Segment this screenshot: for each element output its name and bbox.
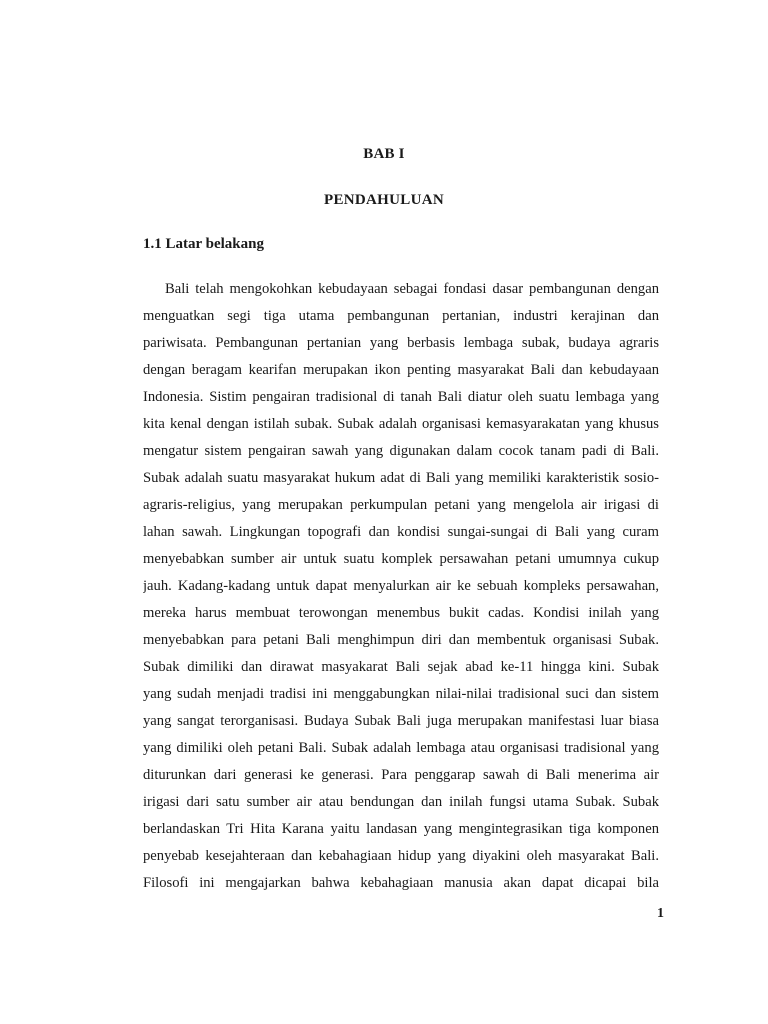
- paragraph-line: yang sudah menjadi tradisi ini menggabungkan nilai-nilai tradisional suci dan sistem: [143, 686, 659, 702]
- paragraph-line: lahan sawah. Lingkungan topografi dan kondisi sungai-sungai di Bali yang curam: [143, 524, 659, 540]
- section-heading: 1.1 Latar belakang: [143, 236, 264, 252]
- paragraph-line: dengan beragam kearifan merupakan ikon penting masyarakat Bali dan kebudayaan: [143, 362, 659, 378]
- paragraph-line: penyebab kesejahteraan dan kebahagiaan hidup yang diyakini oleh masyarakat Bali.: [143, 848, 659, 864]
- paragraph-line: agraris-religius, yang merupakan perkumpulan petani yang mengelola air irigasi di: [143, 497, 659, 513]
- paragraph-line: menyebabkan para petani Bali menghimpun diri dan membentuk organisasi Subak.: [143, 632, 659, 648]
- paragraph-line: yang dimiliki oleh petani Bali. Subak adalah lembaga atau organisasi tradisional yang: [143, 740, 659, 756]
- paragraph-line: irigasi dari satu sumber air atau bendungan dan inilah fungsi utama Subak. Subak: [143, 794, 659, 810]
- paragraph-line: jauh. Kadang-kadang untuk dapat menyalurkan air ke sebuah kompleks persawahan,: [143, 578, 659, 594]
- paragraph-line: mengatur sistem pengairan sawah yang digunakan dalam cocok tanam padi di Bali.: [143, 443, 659, 459]
- paragraph-line: menyebabkan sumber air untuk suatu komplek persawahan petani umumnya cukup: [143, 551, 659, 567]
- paragraph-line: berlandaskan Tri Hita Karana yaitu landasan yang mengintegrasikan tiga komponen: [143, 821, 659, 837]
- paragraph-line: yang sangat terorganisasi. Budaya Subak Bali juga merupakan manifestasi luar biasa: [143, 713, 659, 729]
- paragraph-line: menguatkan segi tiga utama pembangunan pertanian, industri kerajinan dan: [143, 308, 659, 324]
- chapter-number: BAB I: [363, 146, 405, 162]
- paragraph-line: diturunkan dari generasi ke generasi. Para penggarap sawah di Bali menerima air: [143, 767, 659, 783]
- paragraph-line: Indonesia. Sistim pengairan tradisional di tanah Bali diatur oleh suatu lembaga yang: [143, 389, 659, 405]
- paragraph-line: mereka harus membuat terowongan menembus bukit cadas. Kondisi inilah yang: [143, 605, 659, 621]
- body-paragraph: [143, 276, 659, 897]
- paragraph-line: pariwisata. Pembangunan pertanian yang berbasis lembaga subak, budaya agraris: [143, 335, 659, 351]
- paragraph-line: Filosofi ini mengajarkan bahwa kebahagiaan manusia akan dapat dicapai bila: [143, 875, 659, 891]
- paragraph-line: Subak dimiliki dan dirawat masyakarat Bali sejak abad ke-11 hingga kini. Subak: [143, 659, 659, 675]
- paragraph-line: Subak adalah suatu masyarakat hukum adat di Bali yang memiliki karakteristik sosio-: [143, 470, 659, 486]
- chapter-title: PENDAHULUAN: [324, 192, 444, 208]
- paragraph-line: Bali telah mengokohkan kebudayaan sebagai fondasi dasar pembangunan dengan: [165, 281, 659, 297]
- page-number: 1: [657, 906, 664, 921]
- paragraph-line: kita kenal dengan istilah subak. Subak adalah organisasi kemasyarakatan yang khusus: [143, 416, 659, 432]
